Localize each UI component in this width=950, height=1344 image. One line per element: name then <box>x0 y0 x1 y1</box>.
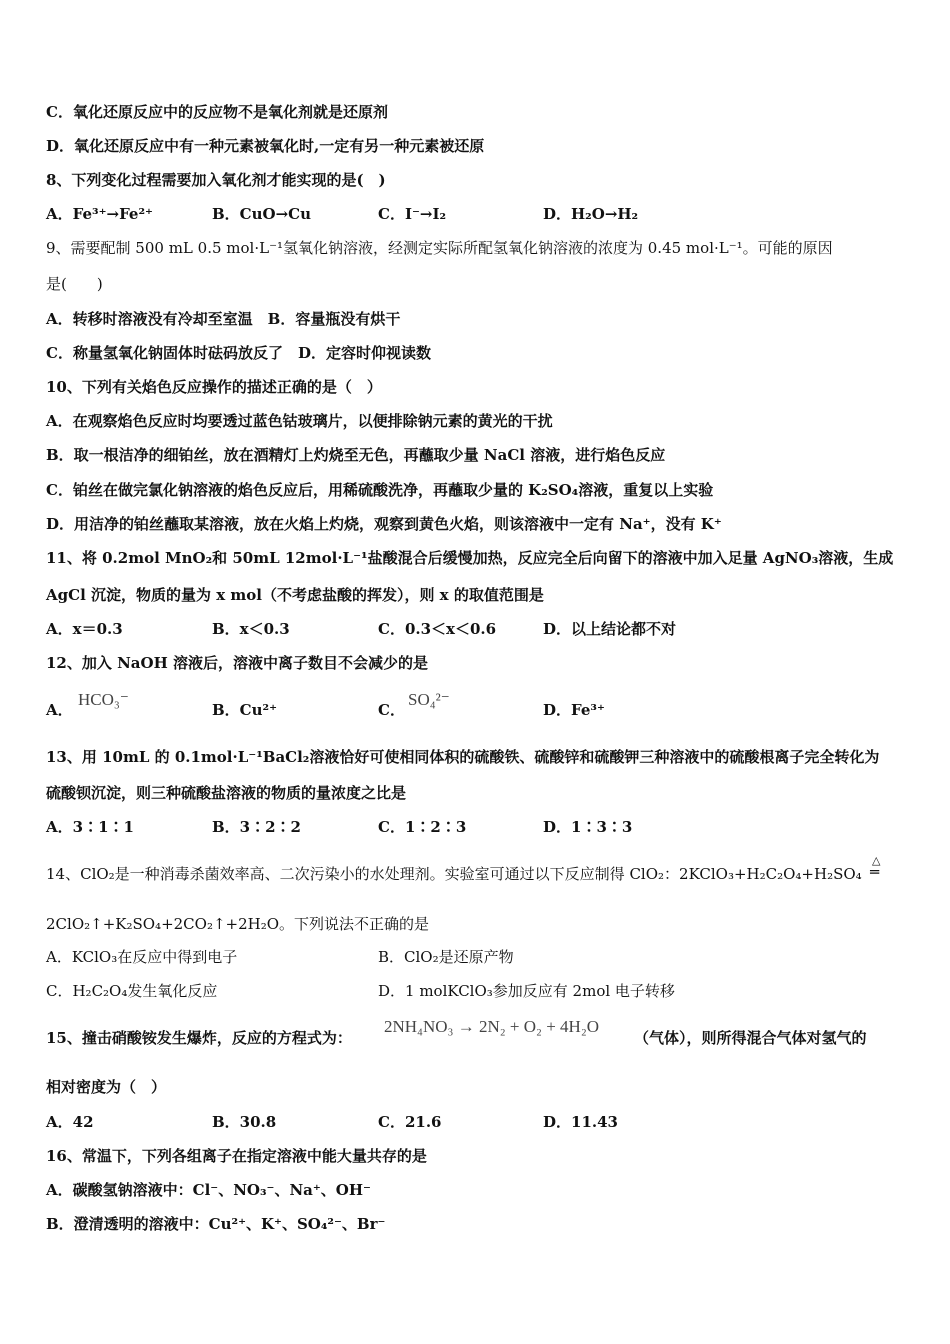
q15-option-d: D．11.43 <box>543 1113 618 1131</box>
q15-stem-line1: 15、撞击硝酸铵发生爆炸，反应的方程式为： <box>46 1029 352 1047</box>
q12-option-c: C． <box>378 701 405 719</box>
q14-option-d: D．1 molKClO₃参加反应有 2mol 电子转移 <box>378 982 675 1000</box>
q12-option-d: D．Fe³⁺ <box>543 701 605 719</box>
q14-option-c: C．H₂C₂O₄发生氧化反应 <box>46 982 218 1000</box>
q11-stem-line2: AgCl 沉淀，物质的量为 x mol（不考虑盐酸的挥发），则 x 的取值范围是 <box>46 586 544 604</box>
q13-stem-line2: 硫酸钡沉淀，则三种硫酸盐溶液的物质的量浓度之比是 <box>46 784 407 802</box>
q15-option-c: C．21.6 <box>378 1113 442 1131</box>
q13-stem-line1: 13、用 10mL 的 0.1mol·L⁻¹BaCl₂溶液恰好可使相同体积的硫酸铁、硫酸锌和硫酸钾三种溶液中的硫酸根离子完全转化为 <box>46 748 880 766</box>
q8-option-a: A．Fe³⁺→Fe²⁺ <box>46 205 153 223</box>
q9-stem-line2: 是( ) <box>46 275 103 293</box>
q14-stem-line1: 14、ClO₂是一种消毒杀菌效率高、二次污染小的水处理剂。实验室可通过以下反应制得 ClO₂：2KClO₃+H₂C₂O₄+H₂SO₄ <box>46 865 862 883</box>
q16-option-a: A．碳酸氢钠溶液中：Cl⁻、NO₃⁻、Na⁺、OH⁻ <box>46 1181 371 1199</box>
q11-stem-line1: 11、将 0.2mol MnO₂和 50mL 12mol·L⁻¹盐酸混合后缓慢加热，反应完全后向留下的溶液中加入足量 AgNO₃溶液，生成 <box>46 549 894 567</box>
q12-option-b: B．Cu²⁺ <box>212 701 278 719</box>
q11-option-b: B．x＜0.3 <box>212 620 290 638</box>
q11-option-d: D．以上结论都不对 <box>543 620 677 638</box>
line-d7: D．氧化还原反应中有一种元素被氧化时,一定有另一种元素被还原 <box>46 137 485 155</box>
q15-equation: 2NH₄NO₃ → 2N₂ + O₂ + 4H₂O <box>384 1017 600 1036</box>
q13-option-d: D．1∶3∶3 <box>543 818 633 836</box>
q10-option-c: C．铂丝在做完氯化钠溶液的焰色反应后，用稀硫酸洗净，再蘸取少量的 K₂SO₄溶液，重复以上实验 <box>46 481 714 499</box>
q8-option-d: D．H₂O→H₂ <box>543 205 639 223</box>
q12-option-a: A． <box>46 701 73 719</box>
q10-option-b: B．取一根洁净的细铂丝，放在酒精灯上灼烧至无色，再蘸取少量 NaCl 溶液，进行焰色反应 <box>46 446 666 464</box>
q8-stem: 8、下列变化过程需要加入氧化剂才能实现的是( ) <box>46 171 386 189</box>
q13-option-c: C．1∶2∶3 <box>378 818 467 836</box>
heat-equals-sign: ═ <box>870 863 880 881</box>
q15-stem-line2: 相对密度为（ ） <box>46 1078 167 1096</box>
q9-options-cd: C．称量氢氧化钠固体时砝码放反了 D．定容时仰视读数 <box>46 344 431 362</box>
q10-stem: 10、下列有关焰色反应操作的描述正确的是（ ） <box>46 378 382 396</box>
q10-option-a: A．在观察焰色反应时均要透过蓝色钴玻璃片，以便排除钠元素的黄光的干扰 <box>46 412 553 430</box>
q9-options-ab: A．转移时溶液没有冷却至室温 B．容量瓶没有烘干 <box>46 310 401 328</box>
q8-option-c: C．I⁻→I₂ <box>378 205 447 223</box>
q14-option-b: B．ClO₂是还原产物 <box>378 948 514 966</box>
line-c7: C．氧化还原反应中的反应物不是氧化剂就是还原剂 <box>46 103 388 121</box>
q12-stem: 12、加入 NaOH 溶液后，溶液中离子数目不会减少的是 <box>46 654 428 672</box>
q10-option-d: D．用洁净的铂丝蘸取某溶液，放在火焰上灼烧，观察到黄色火焰，则该溶液中一定有 Na⁺，没有 K⁺ <box>46 515 722 533</box>
q9-stem-line1: 9、需要配制 500 mL 0.5 mol·L⁻¹氢氧化钠溶液，经测定实际所配氢氧化钠溶液的浓度为 0.45 mol·L⁻¹。可能的原因 <box>46 239 833 257</box>
q15-option-a: A．42 <box>46 1113 94 1131</box>
q13-option-a: A．3∶1∶1 <box>46 818 134 836</box>
q16-stem: 16、常温下，下列各组离子在指定溶液中能大量共存的是 <box>46 1147 427 1165</box>
q15-stem-tail: （气体），则所得混合气体对氢气的 <box>634 1029 867 1047</box>
heat-sign: △ <box>872 854 881 867</box>
q16-option-b: B．澄清透明的溶液中：Cu²⁺、K⁺、SO₄²⁻、Br⁻ <box>46 1215 386 1233</box>
q13-option-b: B．3∶2∶2 <box>212 818 301 836</box>
q11-option-c: C．0.3＜x＜0.6 <box>378 620 497 638</box>
q12-formula-so4: SO₄²⁻ <box>408 690 450 709</box>
q14-option-a: A．KClO₃在反应中得到电子 <box>46 948 238 966</box>
q11-option-a: A．x＝0.3 <box>46 620 123 638</box>
q14-stem-line2: 2ClO₂↑+K₂SO₄+2CO₂↑+2H₂O。下列说法不正确的是 <box>46 915 430 933</box>
q15-option-b: B．30.8 <box>212 1113 277 1131</box>
q8-option-b: B．CuO→Cu <box>212 205 312 223</box>
q12-formula-hco3: HCO₃⁻ <box>78 690 129 709</box>
